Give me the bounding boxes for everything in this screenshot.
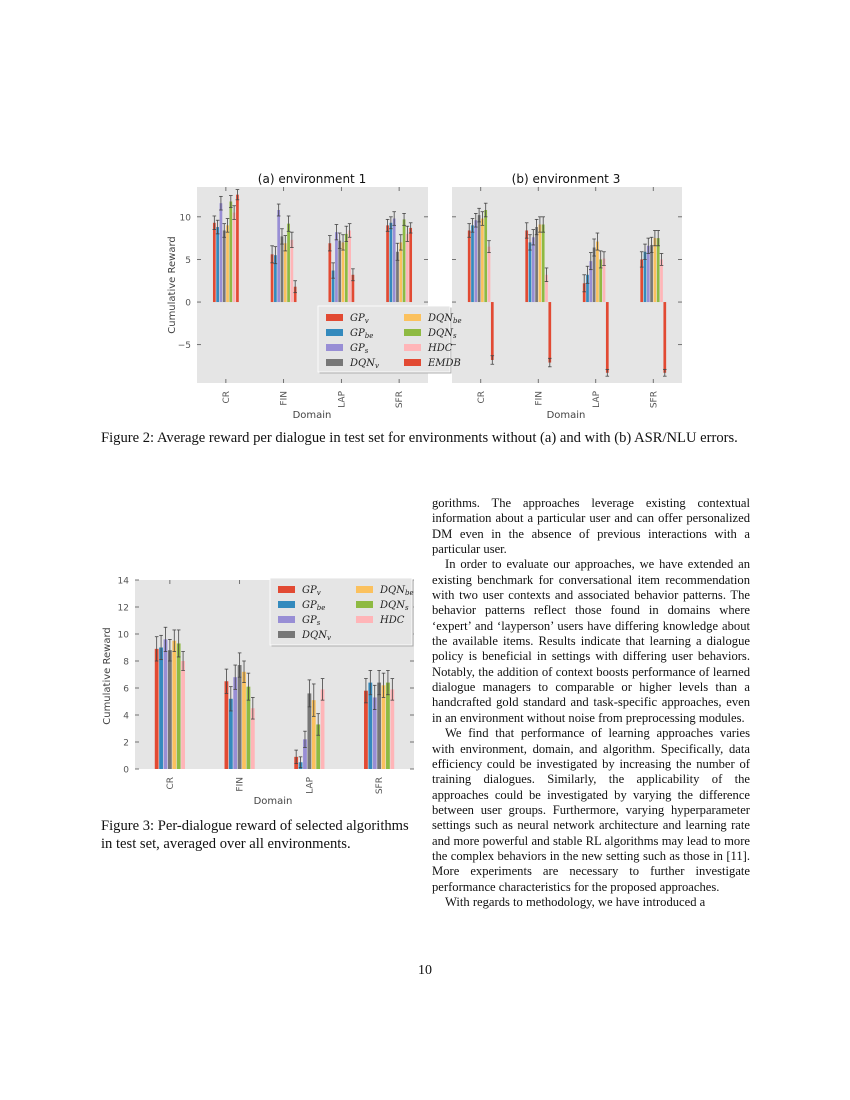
bar-DQNbe-SFR [654,238,657,302]
x-tick-label: CR [221,391,232,404]
legend-swatch [278,601,295,608]
x-tick-label: CR [476,391,487,404]
legend-label: HDC [380,615,405,626]
bar-DQNs-CR [177,643,181,769]
bar-EMDB-CR [236,195,239,302]
paragraph: In order to evaluate our approaches, we have extended an existing benchmark for conversational item recommendation with two user contexts and associated behavior patterns. The behavior patterns reflect those found in domains where ‘expert’ and ‘layperson’ users have differing knowledge about the available items. Results indicate that learning a dialogue policy is beneficial in settings with differing user behaviors. Notably, the addition of context boosts performance of learned dialogue managers to comparable or higher levels than a handcrafted gold standard and task-specific approaches, even in an environment without noise from preprocessing modules. [432,557,750,725]
bar-DQNv-LAP [338,241,341,302]
bar-HDC-SFR [390,689,394,769]
panel-a-title: (a) environment 1 [257,172,367,186]
legend-label: $GP_s$ [350,343,369,355]
bar-HDC-CR [181,661,185,769]
bar-GPs-CR [220,203,223,302]
legend-swatch [356,616,373,623]
bar-GPbe-CR [159,648,163,770]
bar-EMDB-SFR [663,302,666,373]
bar-GPs-FIN [233,677,237,769]
y-tick-label: 10 [179,213,191,224]
bar-DQNv-SFR [650,245,653,302]
y-tick-label: 0 [123,765,129,776]
legend-swatch [278,586,295,593]
bar-DQNs-FIN [542,224,545,302]
panel-b-title: (b) environment 3 [511,172,621,186]
bar-GPs-LAP [335,232,338,302]
bar-GPbe-SFR [390,223,393,302]
legend-label: $GP_{be}$ [302,600,326,612]
bar-DQNbe-CR [172,641,176,769]
legend-label: $GP_s$ [302,615,321,627]
y-tick-label: 0 [185,298,191,309]
bar-HDC-LAP [348,230,351,302]
bar-GPbe-FIN [529,242,532,302]
y-tick-label: 2 [123,738,129,749]
bar-EMDB-CR [491,302,494,360]
figure-3-chart [0,500,430,815]
legend-swatch [404,314,421,321]
bar-DQNs-CR [484,210,487,302]
bar-DQNbe-FIN [242,672,246,769]
bar-DQNs-SFR [657,238,660,302]
legend-swatch [404,344,421,351]
y-axis-label: Cumulative Reward [102,627,113,725]
legend-label: $DQN_v$ [350,358,379,370]
x-axis-label: Domain [253,796,293,807]
page-number: 10 [418,963,432,978]
legend-swatch [326,314,343,321]
bar-HDC-LAP [321,689,325,769]
legend [318,306,462,374]
x-tick-label: SFR [649,391,660,409]
x-axis-label: Domain [546,410,586,421]
x-tick-label: LAP [305,777,316,794]
bar-EMDB-SFR [409,228,412,302]
y-axis-label: Cumulative Reward [167,236,178,334]
bar-DQNs-SFR [386,683,390,769]
y-tick-label: 4 [123,711,129,722]
legend-label: $DQN_{be}$ [428,313,462,325]
legend-label: $GP_{be}$ [350,328,374,340]
bar-DQNbe-CR [226,225,229,302]
bar-GPv-SFR [386,225,389,302]
bar-GPs-FIN [532,237,535,302]
bar-GPv-FIN [225,681,229,769]
x-tick-label: SFR [395,391,406,409]
bar-DQNv-CR [223,230,226,302]
bar-HDC-FIN [291,240,294,302]
legend-label: $DQN_s$ [380,600,409,612]
legend-swatch [356,601,373,608]
x-tick-label: LAP [591,391,602,408]
bar-DQNs-CR [229,201,232,302]
bar-GPs-SFR [393,219,396,303]
bar-GPbe-CR [216,227,219,302]
bar-DQNs-SFR [403,219,406,302]
bar-DQNbe-FIN [284,243,287,302]
x-tick-label: FIN [235,777,246,792]
bar-GPv-CR [468,230,471,302]
legend-label: $DQN_v$ [302,630,331,642]
bar-EMDB-FIN [548,302,551,363]
y-tick-label: 10 [117,630,129,641]
body-text-right-column [432,496,750,910]
legend-swatch [326,329,343,336]
bar-HDC-CR [488,247,491,302]
bar-GPv-CR [155,649,159,769]
legend-swatch [278,616,295,623]
x-tick-label: FIN [534,391,545,406]
bar-HDC-CR [233,213,236,302]
bar-GPv-LAP [328,243,331,302]
bar-DQNv-FIN [535,227,538,302]
y-tick-label: −5 [177,341,191,352]
figure-3-caption: Figure 3: Per-dialogue reward of selected algorithms in test set, averaged over all environments. [101,818,409,852]
figure-2-chart [0,0,850,430]
paragraph: With regards to methodology, we have introduced a [445,894,706,909]
bar-DQNbe-CR [481,219,484,303]
bar-GPs-CR [474,220,477,302]
bar-DQNbe-FIN [539,224,542,302]
bar-HDC-SFR [406,234,409,302]
bar-DQNbe-SFR [382,685,386,769]
legend-swatch [326,344,343,351]
legend [270,578,414,647]
bar-DQNv-CR [168,650,172,769]
legend-swatch [278,631,295,638]
y-tick-label: 5 [185,255,191,266]
bar-DQNv-SFR [377,683,381,769]
bar-GPv-FIN [525,230,528,302]
legend-label: HDC [428,343,453,354]
bar-DQNbe-LAP [596,242,599,303]
bar-DQNv-FIN [238,665,242,769]
y-tick-label: 8 [123,657,129,668]
x-tick-label: CR [165,777,176,790]
legend-label: $GP_v$ [350,313,369,325]
bar-GPbe-SFR [368,683,372,769]
bar-EMDB-LAP [606,302,609,373]
bar-GPs-SFR [647,246,650,302]
bar-HDC-SFR [660,259,663,302]
x-tick-label: FIN [279,391,290,406]
paragraph: We find that performance of learning approaches varies with environment, domain, and algorithm. Specifically, data efficiency could be investigated by increasing the number of training dialogues. Similarly, the applicability of the approaches could be investigated by varying the difference between user groups. Furthermore, varying hyperparameter settings such as neural network architecture and learning rate and more powerful and stable RL algorithms may lead to more the complex behaviors in the new setting such as those in [11]. More experiments are necessary to further investigate performance characteristics for the proposed approaches. [432,726,750,894]
bar-DQNbe-LAP [342,242,345,302]
bar-DQNs-FIN [287,224,290,302]
y-tick-label: 12 [117,603,129,614]
bar-GPv-CR [213,223,216,302]
legend-label: $DQN_{be}$ [380,585,414,597]
bar-GPs-FIN [277,210,280,302]
paragraph: gorithms. The approaches leverage existing contextual information about a particular user and can offer personalized DM even in the absence of previous interactions with a particular user. [432,496,750,557]
x-tick-label: LAP [337,391,348,408]
y-tick-label: 14 [117,576,129,587]
y-tick-label: 6 [123,684,129,695]
legend-label: $DQN_s$ [428,328,457,340]
bar-DQNv-FIN [281,236,284,302]
bar-GPs-CR [164,639,168,769]
legend-swatch [404,359,421,366]
legend-label: $GP_v$ [302,585,321,597]
bar-DQNs-LAP [345,234,348,302]
legend-swatch [326,359,343,366]
figure-2-caption: Figure 2: Average reward per dialogue in test set for environments without (a) and with (b) ASR/NLU errors. [101,430,738,446]
legend-swatch [356,586,373,593]
x-tick-label: SFR [375,777,386,795]
bar-DQNv-CR [478,215,481,302]
legend-swatch [404,329,421,336]
legend-label: EMDB [428,358,461,369]
bar-DQNbe-SFR [399,242,402,302]
bar-GPbe-CR [471,225,474,302]
x-axis-label: Domain [292,410,332,421]
